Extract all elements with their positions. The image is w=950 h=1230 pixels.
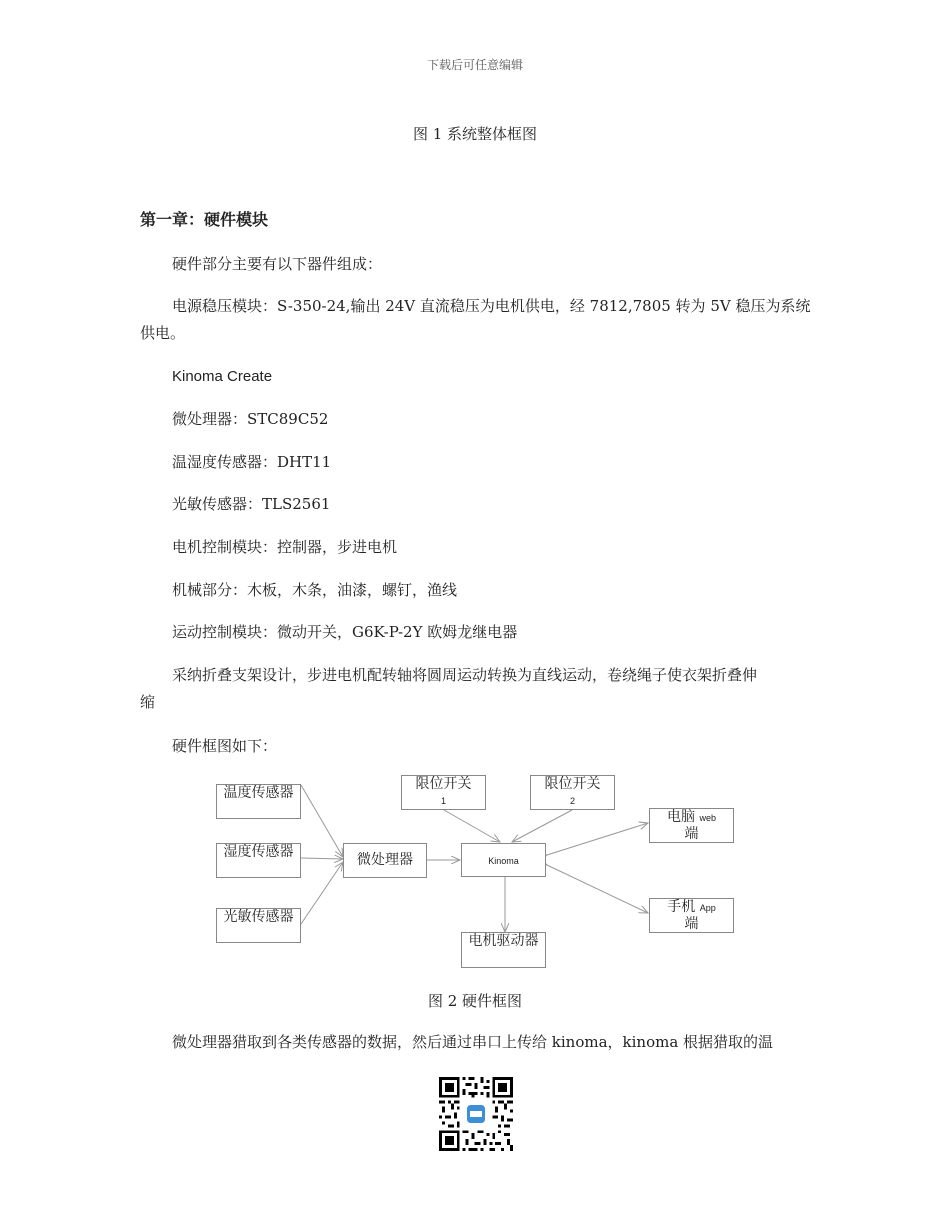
qr-code — [439, 1077, 513, 1151]
arrow-kinoma-pc — [547, 823, 648, 855]
paragraph-after-line1: 微处理器猎取到各类传感器的数据，然后通过串口上传给 kinoma，kinoma 根据猎取的温 — [172, 1033, 774, 1051]
figure-2-caption: 图 2 硬件框图 — [427, 992, 523, 1010]
phone-tail-label: 端 — [684, 916, 699, 932]
arrow-humid-to-mcu — [301, 858, 343, 859]
phone-app-label: App — [699, 903, 716, 913]
paragraph-mcu-text: 微处理器：STC89C52 — [172, 410, 329, 428]
limit-switch-1-box — [401, 775, 486, 810]
paragraph-motor — [140, 534, 812, 561]
paragraph-intro — [140, 251, 812, 278]
page-header: 下载后可任意编辑 — [426, 58, 523, 72]
paragraph-after — [140, 1029, 812, 1056]
limit-switch-2-number: 2 — [569, 796, 575, 806]
paragraph-motor-text: 电机控制模块：控制器，步进电机 — [172, 538, 398, 556]
paragraph-design — [140, 662, 812, 716]
paragraph-mcu — [140, 406, 812, 433]
paragraph-light-text: 光敏传感器：TLS2561 — [172, 495, 331, 513]
paragraph-dht-text: 温湿度传感器：DHT11 — [172, 453, 332, 471]
pc-web-box — [649, 808, 734, 843]
arrow-light-to-mcu — [301, 862, 343, 924]
limit-switch-2-label: 限位开关 — [544, 776, 601, 792]
light-sensor-box: 光敏传感器 — [216, 908, 301, 943]
paragraph-motion — [140, 619, 812, 646]
figure-1-caption: 图 1 系统整体框图 — [412, 125, 538, 143]
paragraph-power — [140, 293, 812, 347]
chapter-title: 第一章：硬件模块 — [140, 210, 269, 229]
arrow-temp-to-mcu — [301, 785, 343, 857]
temp-sensor-box: 温度传感器 — [216, 784, 301, 819]
paragraph-diagram-intro-text: 硬件框图如下： — [172, 737, 278, 755]
humid-sensor-box: 湿度传感器 — [216, 843, 301, 878]
paragraph-diagram-intro — [140, 733, 812, 760]
mcu-box: 微处理器 — [343, 843, 427, 878]
paragraph-design-line2: 缩 — [140, 693, 156, 711]
pc-tail-label: 端 — [684, 826, 699, 842]
paragraph-power-line1: 电源稳压模块：S-350-24,输出 24V 直流稳压为电机供电，经 7812,7805 转为 5V 稳压为系统 — [172, 297, 811, 315]
motor-driver-box: 电机驱动器 — [461, 932, 546, 968]
pc-label: 电脑 — [667, 809, 696, 825]
limit-switch-1-number: 1 — [440, 796, 446, 806]
phone-label: 手机 — [667, 899, 696, 915]
arrow-kinoma-phone — [547, 865, 648, 913]
paragraph-mech-text: 机械部分：木板，木条，油漆，螺钉，渔线 — [172, 581, 458, 599]
pc-web-label: web — [699, 813, 716, 823]
kinoma-label: Kinoma — [488, 856, 519, 866]
paragraph-kinoma-text: Kinoma Create — [172, 368, 273, 385]
paragraph-kinoma — [140, 363, 812, 390]
paragraph-motion-text: 运动控制模块：微动开关，G6K-P-2Y 欧姆龙继电器 — [172, 623, 518, 641]
paragraph-mech — [140, 577, 812, 604]
paragraph-dht — [140, 449, 812, 476]
paragraph-intro-text: 硬件部分主要有以下器件组成： — [172, 255, 383, 273]
phone-app-box — [649, 898, 734, 933]
paragraph-light — [140, 491, 812, 518]
paragraph-design-line1: 采纳折叠支架设计，步进电机配转轴将圆周运动转换为直线运动，卷绕绳子使衣架折叠伸 — [172, 666, 758, 684]
limit-switch-2-box — [530, 775, 615, 810]
arrow-switch2-to-kinoma — [512, 810, 572, 842]
kinoma-box — [461, 843, 546, 877]
arrow-switch1-to-kinoma — [444, 810, 500, 842]
limit-switch-1-label: 限位开关 — [415, 776, 472, 792]
paragraph-power-line2: 供电。 — [140, 324, 186, 342]
